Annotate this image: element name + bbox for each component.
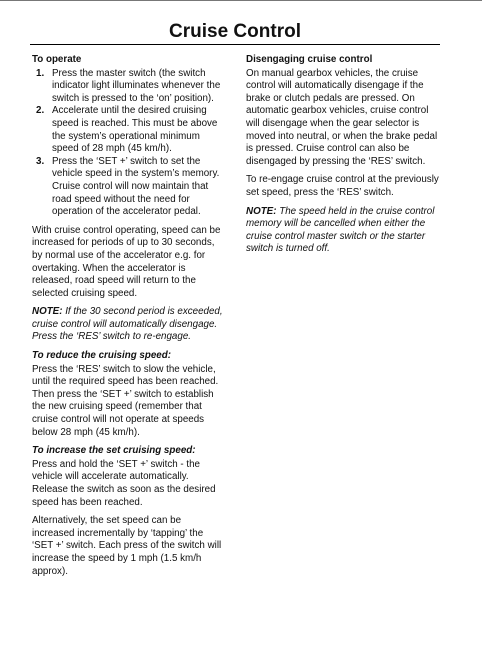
list-item	[32, 68, 226, 106]
increase-paragraph: Press and hold the ‘SET +’ switch - the vehicle will accelerate automatically. Release the switch as soon as the desired speed has been reached.	[32, 458, 216, 508]
note-paragraph	[246, 206, 442, 256]
page-title: Cruise Control	[169, 21, 301, 42]
note-paragraph	[32, 306, 226, 344]
reduce-heading: To reduce the cruising speed:	[32, 350, 171, 362]
step-number: 2.	[36, 105, 45, 117]
reengage-paragraph: To re-engage cruise control at the previously set speed, press the ‘RES’ switch.	[246, 174, 439, 198]
operate-heading: To operate	[32, 54, 82, 65]
list-item	[32, 105, 226, 155]
step-text: Accelerate until the desired cruising speed is reached. This must be above the system’s operational minimum speed of 28 mph (45 km/h).	[52, 105, 218, 155]
reduce-paragraph: Press the ‘RES’ switch to slow the vehicle, until the required speed has been reached. Then press the ‘SET +’ switch to establish the new cruising speed (remember that cruise control will not operate at speeds below 28 mph (45 km/h).	[32, 363, 219, 438]
note-label: NOTE:	[32, 306, 63, 318]
step-text: Press the master switch (the switch indicator light illuminates whenever the switch is pressed to the ‘on’ position).	[52, 67, 221, 104]
increase-heading: To increase the set cruising speed:	[32, 445, 196, 457]
left-column	[32, 54, 226, 584]
title-rule	[30, 44, 440, 45]
right-column	[246, 54, 442, 262]
operate-steps	[32, 68, 226, 219]
top-rule	[0, 0, 482, 1]
list-item	[32, 156, 226, 219]
step-number: 3.	[36, 155, 45, 167]
note-label: NOTE:	[246, 205, 277, 217]
step-number: 1.	[36, 67, 45, 79]
disengage-heading: Disengaging cruise control	[246, 54, 373, 65]
operating-paragraph: With cruise control operating, speed can be increased for periods of up to 30 seconds, by normal use of the accelerator e.g. for overtaking. When the accelerator is released, road speed will return to the selected cruising speed.	[32, 224, 221, 299]
note-text: The speed held in the cruise control memory will be cancelled when either the cruise control master switch or the starter switch is turned off.	[246, 205, 435, 255]
alternative-paragraph: Alternatively, the set speed can be increased incrementally by ‘tapping’ the ‘SET +’ switch. Each press of the switch will increase the speed by 1 mph (1.5 km/h approx).	[32, 515, 222, 577]
disengage-paragraph: On manual gearbox vehicles, the cruise control will automatically disengage if the brake or clutch pedals are pressed. On automatic gearbox vehicles, cruise control will disengage when the gear selector is moved into neutral, or when the brake pedal is pressed. Cruise control can also be disengaged by pressing the ‘RES’ switch.	[246, 67, 438, 167]
step-text: Press the ‘SET +’ switch to set the vehicle speed in the system’s memory. Cruise control will now maintain that road speed without the need for operation of the accelerator pedal.	[52, 155, 220, 218]
note-text: If the 30 second period is exceeded, cruise control will automatically disengage. Press the ‘RES’ switch to re-engage.	[32, 306, 223, 343]
